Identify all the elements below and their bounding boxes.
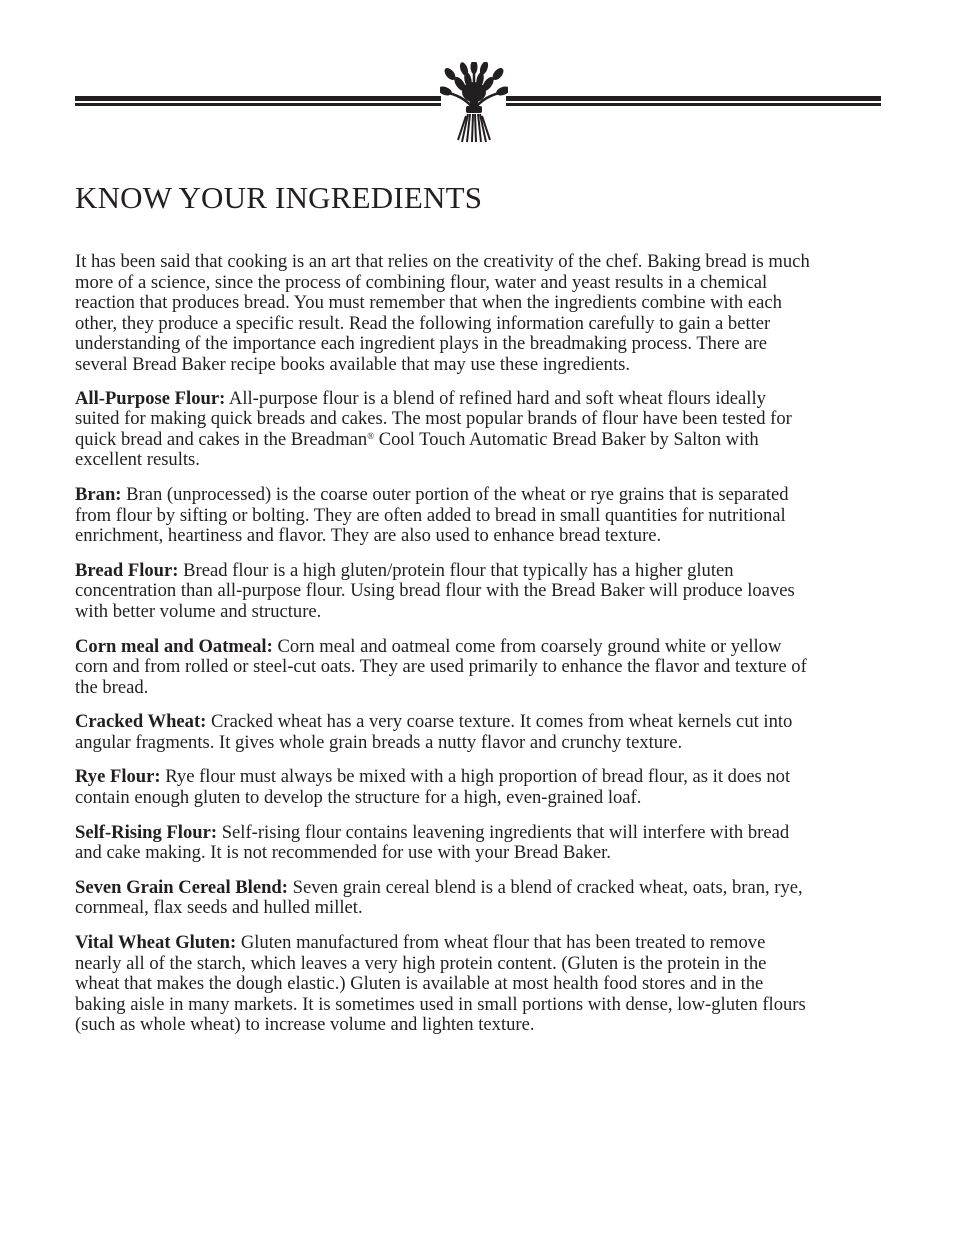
wheat-sheaf-icon bbox=[440, 62, 508, 146]
ingredient-term: Self-Rising Flour: bbox=[75, 821, 218, 843]
header-rule-left bbox=[75, 96, 441, 108]
ingredient-entry-bran bbox=[75, 485, 810, 547]
ingredient-description: Seven grain cereal blend is a blend of cracked wheat, oats, bran, rye, cornmeal, flax seeds and hulled millet. bbox=[75, 876, 803, 919]
ingredient-term: Corn meal and Oatmeal: bbox=[75, 635, 273, 657]
ingredient-term: Bran: bbox=[75, 483, 122, 505]
ingredient-description: Gluten manufactured from wheat flour that has been treated to remove nearly all of the starch, which leaves a very high protein content. (Gluten is the protein in the wheat that makes the dough elastic.) Gluten is available at most health food stores and in the baking aisle in many markets. It is sometimes used in small portions with dense, low-gluten flours (such as whole wheat) to increase volume and lighten texture. bbox=[75, 932, 806, 1036]
ingredient-entry-corn-meal-oatmeal bbox=[75, 637, 810, 699]
ingredient-term: Rye Flour: bbox=[75, 766, 161, 788]
ingredient-description: Cracked wheat has a very coarse texture. It comes from wheat kernels cut into angular fragments. It gives whole grain breads a nutty flavor and crunchy texture. bbox=[75, 711, 793, 753]
ingredients-content bbox=[75, 252, 810, 1050]
intro-paragraph: It has been said that cooking is an art that relies on the creativity of the chef. Baking bread is much more of a science, since the process of combining flour, water and yeast results in a chemical reaction that produces bread. You must remember that when the ingredients combine with each other, they produce a specific result. Read the following information carefully to gain a better understanding of the importance each ingredient plays in the breadmaking process. There are several Bread Baker recipe books available that may use these ingredients. bbox=[75, 251, 810, 375]
ingredient-entry-seven-grain-cereal-blend bbox=[75, 878, 810, 919]
header-rule-right bbox=[506, 96, 881, 108]
ingredient-description: Corn meal and oatmeal come from coarsely ground white or yellow corn and from rolled or steel-cut oats. They are used primarily to enhance the flavor and texture of the bread. bbox=[75, 635, 807, 698]
ingredient-entry-all-purpose-flour bbox=[75, 389, 810, 471]
page-title: KNOW YOUR INGREDIENTS bbox=[75, 180, 483, 215]
ingredient-entry-self-rising-flour bbox=[75, 823, 810, 864]
ingredient-description: Self-rising flour contains leavening ingredients that will interfere with bread and cake making. It is not recommended for use with your Bread Baker. bbox=[75, 821, 790, 864]
ingredient-term: Seven Grain Cereal Blend: bbox=[75, 876, 288, 898]
ingredient-entry-vital-wheat-gluten bbox=[75, 933, 810, 1036]
ingredient-description: All-purpose flour is a blend of refined hard and soft wheat flours ideally suited for making quick breads and cakes. The most popular brands of flour have been tested for quick bread and cakes in the Breadman® Cool Touch Automatic Bread Baker by Salton with excellent results. bbox=[75, 387, 792, 471]
registered-mark: ® bbox=[367, 430, 375, 441]
ingredient-entry-rye-flour bbox=[75, 767, 810, 808]
ingredient-description: Bread flour is a high gluten/protein flour that typically has a higher gluten concentration than all-purpose flour. Using bread flour with the Bread Baker will produce loaves with better volume and structure. bbox=[75, 559, 795, 622]
ingredient-term: Vital Wheat Gluten: bbox=[75, 932, 237, 954]
ingredient-term: All-Purpose Flour: bbox=[75, 387, 226, 409]
ingredient-entry-cracked-wheat bbox=[75, 712, 810, 753]
ingredient-entry-bread-flour bbox=[75, 561, 810, 623]
ingredient-term: Bread Flour: bbox=[75, 559, 179, 581]
ingredient-description: Bran (unprocessed) is the coarse outer portion of the wheat or rye grains that is separated from flour by sifting or bolting. They are often added to bread in small quantities for nutritional enrichment, heartiness and flavor. They are also used to enhance bread texture. bbox=[75, 483, 789, 547]
ingredient-term: Cracked Wheat: bbox=[75, 711, 207, 733]
ingredient-description: Rye flour must always be mixed with a high proportion of bread flour, as it does not contain enough gluten to develop the structure for a high, even-grained loaf. bbox=[75, 766, 791, 809]
